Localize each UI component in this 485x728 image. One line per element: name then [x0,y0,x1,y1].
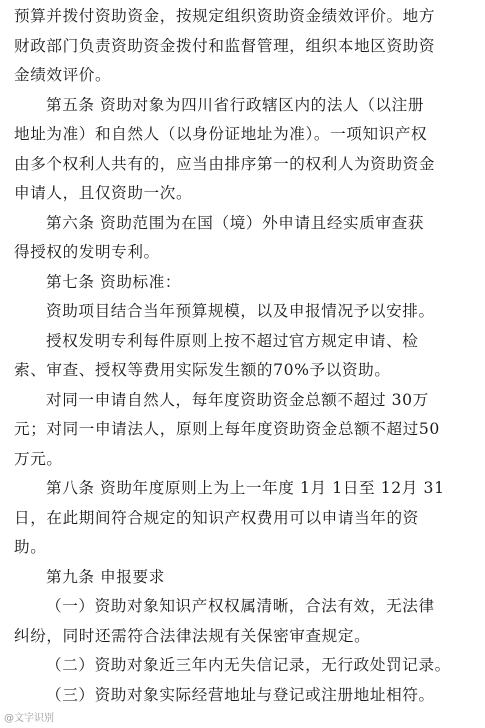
requirement-1-line: （一）资助对象知识产权权属清晰，合法有效，无法律 [46,597,435,615]
text-line-3: 金绩效评价。 [14,66,112,84]
text-line-13: 索、审查、授权等费用实际发生额的70%予以资助。 [14,361,391,379]
article-8-heading-line: 第八条 资助年度原则上为上一年度 1月 1日至 12月 31 [46,479,445,497]
watermark: @文字识别 [4,713,54,724]
text-line-22: 纠纷，同时还需符合法律法规有关保密审查规定。 [14,626,371,645]
article-7-heading-line: 第七条 资助标准： [46,272,182,291]
requirement-2-line: （二）资助对象近三年内无失信记录，无行政处罚记录。 [46,656,451,674]
text-line-5: 地址为准）和自然人（以身份证地址为准）。一项知识产权 [14,125,428,143]
text-line-14: 对同一申请自然人，每年度资助资金总额不超过 30万 [46,390,429,409]
article-9-heading-line: 第九条 申报要求 [46,567,165,586]
text-line-9: 得授权的发明专利。 [14,243,160,261]
text-line-2: 财政部门负责资助资金拨付和监督管理，组织本地区资助资 [14,36,436,55]
requirement-3-line: （三）资助对象实际经营地址与登记或注册地址相符。 [46,685,435,704]
text-line-15: 元；对同一申请法人，原则上每年度资助资金总额不超过50 [14,420,440,438]
text-line-6: 由多个权利人共有的，应当由排序第一的权利人为资助资金 [14,154,436,173]
document-body [14,2,476,710]
text-line-12: 授权发明专利每件原则上按不超过官方规定申请、检 [46,331,419,350]
text-line-19: 助。 [14,538,47,556]
text-line-11: 资助项目结合当年预算规模，以及申报情况予以安排。 [46,302,435,320]
text-line-1: 预算并拨付资助资金，按规定组织资助资金绩效评价。地方 [14,7,436,25]
text-line-7: 申请人，且仅资助一次。 [14,184,193,202]
text-line-16: 万元。 [14,449,63,468]
article-6-heading-line: 第六条 资助范围为在国（境）外申请且经实质审查获 [46,213,425,232]
article-5-heading-line: 第五条 资助对象为四川省行政辖区内的法人（以注册 [46,95,425,114]
text-line-18: 日，在此期间符合规定的知识产权费用可以申请当年的资 [14,508,419,527]
